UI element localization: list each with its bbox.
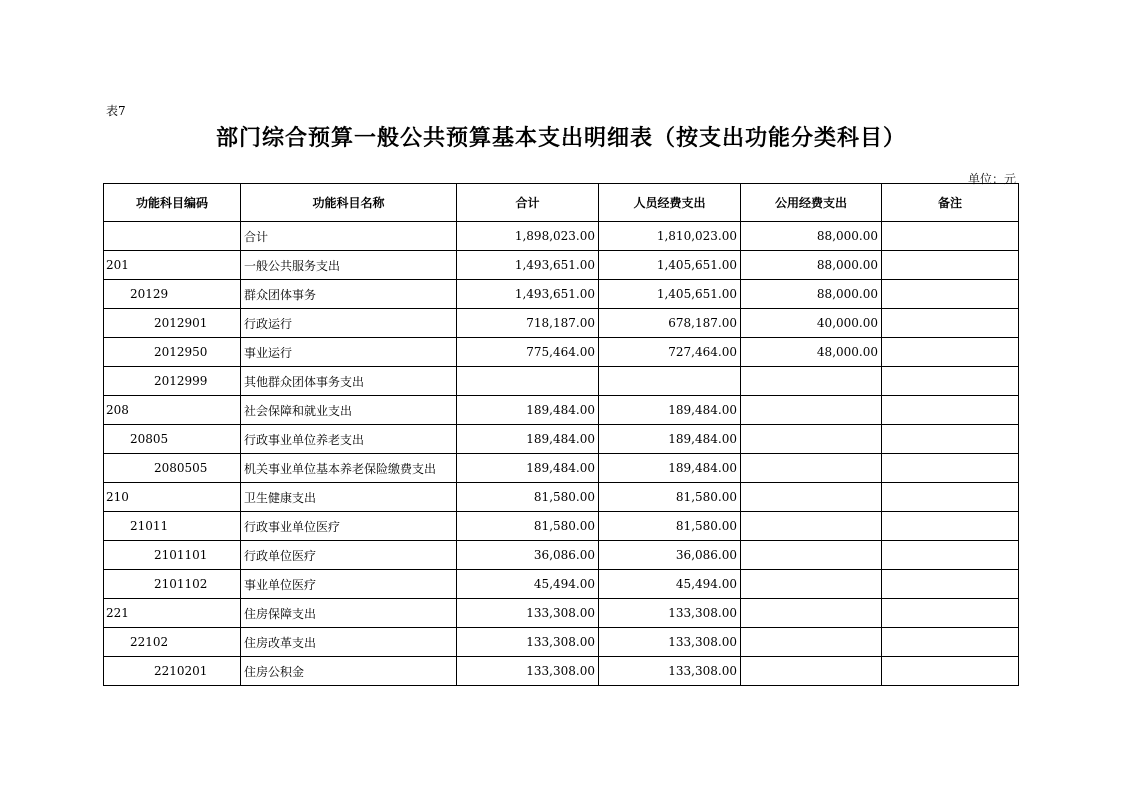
cell-name: 其他群众团体事务支出 [241, 367, 457, 396]
cell-remark [882, 251, 1019, 280]
table-row [104, 512, 1019, 541]
cell-name: 事业运行 [241, 338, 457, 367]
cell-remark [882, 483, 1019, 512]
header-personnel: 人员经费支出 [599, 184, 741, 222]
cell-code: 221 [104, 599, 241, 628]
header-remark: 备注 [882, 184, 1019, 222]
cell-total: 189,484.00 [457, 396, 599, 425]
cell-personnel: 133,308.00 [599, 628, 741, 657]
cell-code: 2101102 [104, 570, 241, 599]
cell-total: 81,580.00 [457, 483, 599, 512]
cell-total: 1,898,023.00 [457, 222, 599, 251]
cell-public: 48,000.00 [741, 338, 882, 367]
cell-name: 社会保障和就业支出 [241, 396, 457, 425]
table-row [104, 251, 1019, 280]
table-header-row [104, 184, 1019, 222]
cell-total: 133,308.00 [457, 628, 599, 657]
cell-remark [882, 570, 1019, 599]
cell-name: 行政单位医疗 [241, 541, 457, 570]
cell-remark [882, 541, 1019, 570]
table-row [104, 396, 1019, 425]
cell-remark [882, 280, 1019, 309]
cell-code [104, 222, 241, 251]
cell-total: 36,086.00 [457, 541, 599, 570]
cell-code: 2012950 [104, 338, 241, 367]
cell-personnel [599, 367, 741, 396]
header-total: 合计 [457, 184, 599, 222]
cell-personnel: 189,484.00 [599, 454, 741, 483]
cell-public [741, 454, 882, 483]
cell-name: 群众团体事务 [241, 280, 457, 309]
cell-total: 1,493,651.00 [457, 251, 599, 280]
cell-public: 88,000.00 [741, 280, 882, 309]
cell-personnel: 1,810,023.00 [599, 222, 741, 251]
cell-personnel: 1,405,651.00 [599, 251, 741, 280]
cell-total: 1,493,651.00 [457, 280, 599, 309]
cell-personnel: 727,464.00 [599, 338, 741, 367]
table-number: 表7 [106, 104, 126, 118]
cell-name: 事业单位医疗 [241, 570, 457, 599]
cell-total: 775,464.00 [457, 338, 599, 367]
cell-total: 718,187.00 [457, 309, 599, 338]
cell-total: 81,580.00 [457, 512, 599, 541]
cell-public [741, 628, 882, 657]
table-body [104, 222, 1019, 686]
table-row [104, 454, 1019, 483]
cell-personnel: 133,308.00 [599, 599, 741, 628]
cell-remark [882, 367, 1019, 396]
header-public: 公用经费支出 [741, 184, 882, 222]
cell-name: 住房公积金 [241, 657, 457, 686]
cell-public: 88,000.00 [741, 251, 882, 280]
cell-personnel: 189,484.00 [599, 425, 741, 454]
page-title: 部门综合预算一般公共预算基本支出明细表（按支出功能分类科目） [215, 126, 906, 151]
cell-name: 行政事业单位养老支出 [241, 425, 457, 454]
table-row [104, 309, 1019, 338]
cell-public [741, 483, 882, 512]
cell-total: 45,494.00 [457, 570, 599, 599]
table-row [104, 599, 1019, 628]
cell-personnel: 36,086.00 [599, 541, 741, 570]
cell-public [741, 512, 882, 541]
cell-code: 20805 [104, 425, 241, 454]
cell-public [741, 599, 882, 628]
table-row [104, 367, 1019, 396]
cell-public [741, 541, 882, 570]
cell-code: 2012999 [104, 367, 241, 396]
table-row [104, 222, 1019, 251]
table-row [104, 657, 1019, 686]
header-code: 功能科目编码 [104, 184, 241, 222]
cell-name: 住房保障支出 [241, 599, 457, 628]
cell-code: 21011 [104, 512, 241, 541]
cell-code: 22102 [104, 628, 241, 657]
cell-code: 2210201 [104, 657, 241, 686]
cell-total: 189,484.00 [457, 425, 599, 454]
cell-total: 133,308.00 [457, 599, 599, 628]
table-row [104, 280, 1019, 309]
cell-personnel: 1,405,651.00 [599, 280, 741, 309]
table-row [104, 425, 1019, 454]
table-row [104, 541, 1019, 570]
cell-name: 行政事业单位医疗 [241, 512, 457, 541]
cell-public [741, 425, 882, 454]
cell-personnel: 678,187.00 [599, 309, 741, 338]
cell-public [741, 367, 882, 396]
table-row [104, 483, 1019, 512]
unit-label: 单位：元 [967, 172, 1016, 186]
cell-total [457, 367, 599, 396]
cell-code: 208 [104, 396, 241, 425]
cell-name: 行政运行 [241, 309, 457, 338]
cell-public: 88,000.00 [741, 222, 882, 251]
table-row [104, 338, 1019, 367]
cell-total: 133,308.00 [457, 657, 599, 686]
cell-public: 40,000.00 [741, 309, 882, 338]
cell-personnel: 45,494.00 [599, 570, 741, 599]
cell-remark [882, 657, 1019, 686]
cell-personnel: 189,484.00 [599, 396, 741, 425]
cell-personnel: 81,580.00 [599, 483, 741, 512]
header-name: 功能科目名称 [241, 184, 457, 222]
cell-code: 2012901 [104, 309, 241, 338]
cell-total: 189,484.00 [457, 454, 599, 483]
cell-code: 201 [104, 251, 241, 280]
cell-remark [882, 338, 1019, 367]
cell-name: 卫生健康支出 [241, 483, 457, 512]
cell-code: 210 [104, 483, 241, 512]
cell-name: 机关事业单位基本养老保险缴费支出 [241, 454, 457, 483]
cell-code: 2101101 [104, 541, 241, 570]
cell-remark [882, 309, 1019, 338]
cell-remark [882, 222, 1019, 251]
budget-table [103, 183, 1019, 686]
cell-code: 20129 [104, 280, 241, 309]
cell-remark [882, 396, 1019, 425]
cell-name: 住房改革支出 [241, 628, 457, 657]
cell-remark [882, 599, 1019, 628]
cell-personnel: 81,580.00 [599, 512, 741, 541]
cell-remark [882, 512, 1019, 541]
cell-name: 一般公共服务支出 [241, 251, 457, 280]
cell-public [741, 570, 882, 599]
cell-public [741, 657, 882, 686]
cell-personnel: 133,308.00 [599, 657, 741, 686]
cell-code: 2080505 [104, 454, 241, 483]
cell-name: 合计 [241, 222, 457, 251]
cell-remark [882, 425, 1019, 454]
cell-remark [882, 628, 1019, 657]
table-row [104, 570, 1019, 599]
cell-public [741, 396, 882, 425]
cell-remark [882, 454, 1019, 483]
table-row [104, 628, 1019, 657]
